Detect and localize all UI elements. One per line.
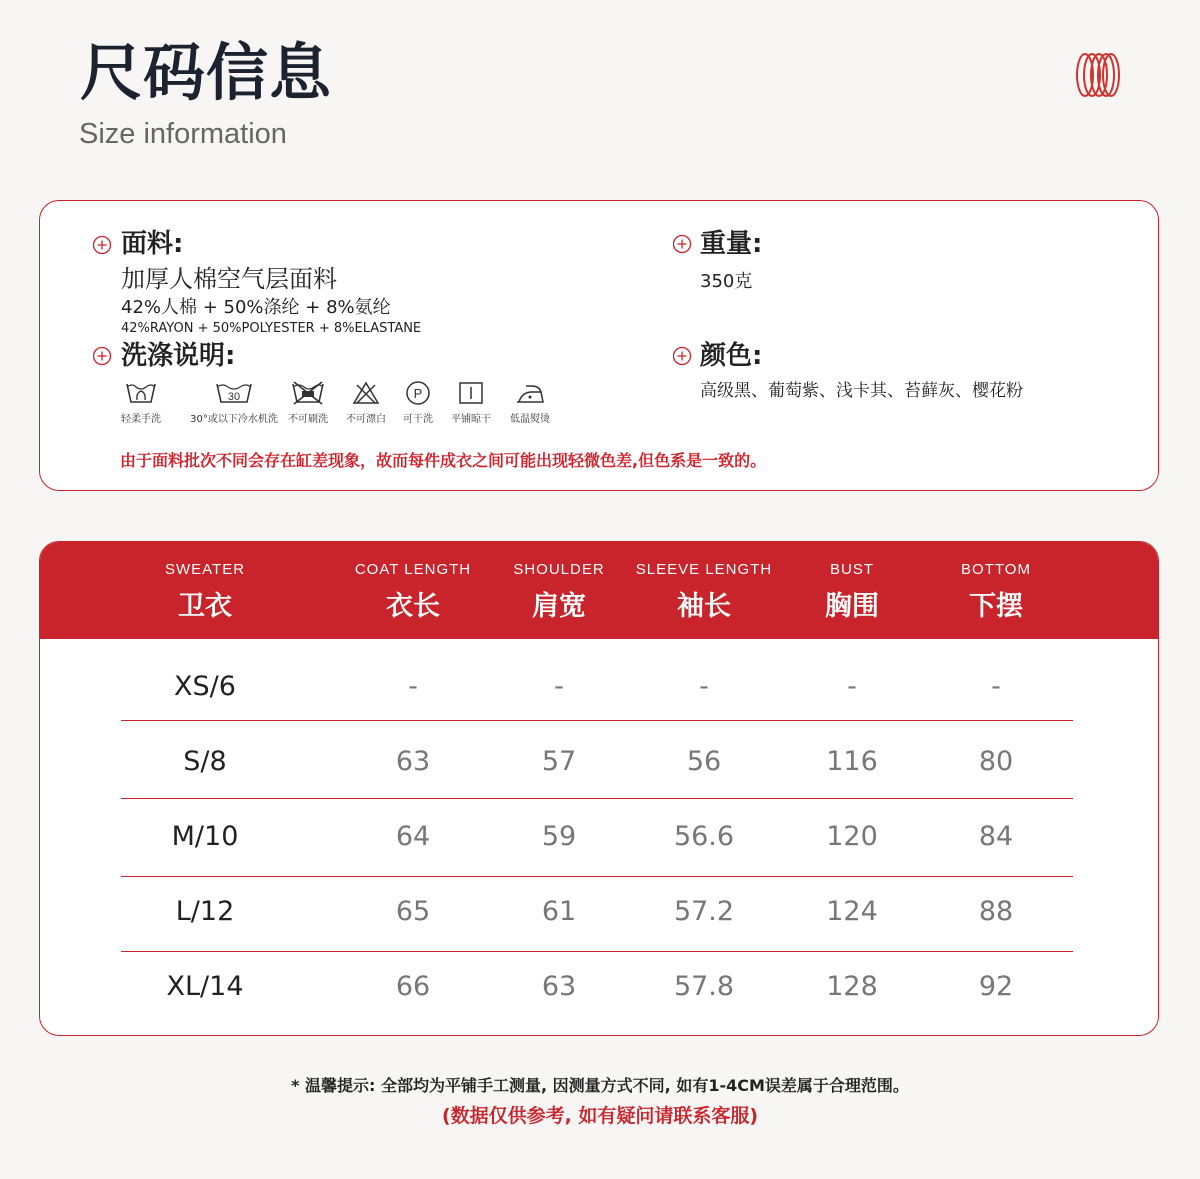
care-label: 平铺晾干 <box>451 414 491 425</box>
coat-length-cell: 63 <box>395 746 431 777</box>
size-cell: M/10 <box>171 821 239 852</box>
care-item-low-iron <box>495 380 565 425</box>
column-header-en: SWEATER <box>164 561 246 578</box>
care-label: 不可漂白 <box>346 414 386 425</box>
weight-value: 350克 <box>700 271 753 292</box>
flat-dry-icon <box>457 380 485 406</box>
column-header-en: BOTTOM <box>961 561 1031 578</box>
gentle-hand-wash-icon <box>124 380 158 406</box>
bust-cell: 120 <box>826 821 878 852</box>
sleeve-length-cell: 57.8 <box>673 971 735 1002</box>
bottom-cell: - <box>991 671 1001 702</box>
coat-length-cell: 65 <box>395 896 431 927</box>
column-header-sweater <box>115 561 295 623</box>
plus-circle-icon <box>92 346 112 366</box>
bust-cell: 116 <box>826 746 878 777</box>
table-row <box>40 799 1158 875</box>
coat-length-cell: 66 <box>395 971 431 1002</box>
coat-length-cell: 64 <box>395 821 431 852</box>
size-cell: XS/6 <box>174 671 236 702</box>
column-header-cn: 卫衣 <box>178 591 232 622</box>
fabric-composition-cn: 42%人棉 + 50%涤纶 + 8%氨纶 <box>121 297 391 318</box>
column-header-en: SHOULDER <box>513 561 605 578</box>
plus-circle-icon <box>672 346 692 366</box>
care-item-gentle-hand-wash <box>106 380 176 425</box>
shoulder-cell: 57 <box>541 746 577 777</box>
size-table-header <box>40 542 1158 639</box>
column-header-en: SLEEVE LENGTH <box>635 561 773 578</box>
dry-clean-icon <box>404 380 432 406</box>
bottom-cell: 92 <box>978 971 1014 1002</box>
table-row <box>40 649 1158 725</box>
column-header-cn: 衣长 <box>386 591 440 622</box>
bust-cell: 128 <box>826 971 878 1002</box>
column-header-cn: 袖长 <box>677 591 731 622</box>
bottom-cell: 84 <box>978 821 1014 852</box>
size-cell: S/8 <box>183 746 227 777</box>
reference-note: (数据仅供参考, 如有疑问请联系客服) <box>441 1105 759 1127</box>
rings-logo-icon <box>1073 50 1123 100</box>
row-divider <box>121 720 1073 721</box>
color-variation-warning: 由于面料批次不同会存在缸差现象，故而每件成衣之间可能出现轻微色差,但色系是一致的。 <box>120 451 767 470</box>
sleeve-length-cell: 56.6 <box>673 821 735 852</box>
column-header-cn: 下摆 <box>969 591 1023 622</box>
column-header-cn: 肩宽 <box>532 591 586 622</box>
fabric-title: 面料: <box>121 229 184 259</box>
size-table <box>39 541 1159 1036</box>
page-subtitle: Size information <box>79 118 287 150</box>
coat-length-cell: - <box>408 671 418 702</box>
bust-cell: - <box>847 671 857 702</box>
column-header-bottom <box>906 561 1086 623</box>
care-item-wash-30 <box>189 380 279 425</box>
svg-text:P: P <box>413 386 423 401</box>
care-label: 可干洗 <box>403 414 433 425</box>
washing-title: 洗涤说明: <box>121 341 236 371</box>
size-cell: XL/14 <box>166 971 244 1002</box>
wash-30-icon <box>214 380 254 406</box>
shoulder-cell: 61 <box>541 896 577 927</box>
color-value: 高级黑、葡萄紫、浅卡其、苔藓灰、樱花粉 <box>700 381 1023 401</box>
page-title: 尺码信息 <box>80 36 333 109</box>
table-row <box>40 949 1158 1025</box>
plus-circle-icon <box>672 234 692 254</box>
measurement-tip: * 温馨提示: 全部均为平铺手工测量, 因测量方式不同, 如有1-4CM误差属于合理范围。 <box>291 1076 909 1095</box>
column-header-cn: 胸围 <box>825 591 879 622</box>
low-iron-icon <box>514 380 546 406</box>
no-brush-wash-icon <box>290 380 326 406</box>
weight-title: 重量: <box>700 229 763 259</box>
sleeve-length-cell: 56 <box>686 746 722 777</box>
plus-circle-icon <box>92 235 112 255</box>
care-label: 不可刷洗 <box>288 414 328 425</box>
care-label: 低温熨烫 <box>510 414 550 425</box>
bottom-cell: 80 <box>978 746 1014 777</box>
size-cell: L/12 <box>175 896 235 927</box>
care-label: 轻柔手洗 <box>121 414 161 425</box>
color-title: 颜色: <box>700 341 763 371</box>
table-row <box>40 874 1158 950</box>
shoulder-cell: - <box>554 671 564 702</box>
bust-cell: 124 <box>826 896 878 927</box>
shoulder-cell: 59 <box>541 821 577 852</box>
fabric-composition-en: 42%RAYON + 50%POLYESTER + 8%ELASTANE <box>121 321 422 336</box>
column-header-en: BUST <box>829 561 874 578</box>
column-header-en: COAT LENGTH <box>354 561 472 578</box>
sleeve-length-cell: 57.2 <box>673 896 735 927</box>
sleeve-length-cell: - <box>699 671 709 702</box>
no-bleach-icon <box>351 380 381 406</box>
table-row <box>40 724 1158 800</box>
bottom-cell: 88 <box>978 896 1014 927</box>
shoulder-cell: 63 <box>541 971 577 1002</box>
fabric-name: 加厚人棉空气层面料 <box>121 265 337 293</box>
care-label: 30°或以下冷水机洗 <box>190 414 278 425</box>
svg-text:30: 30 <box>227 391 241 403</box>
